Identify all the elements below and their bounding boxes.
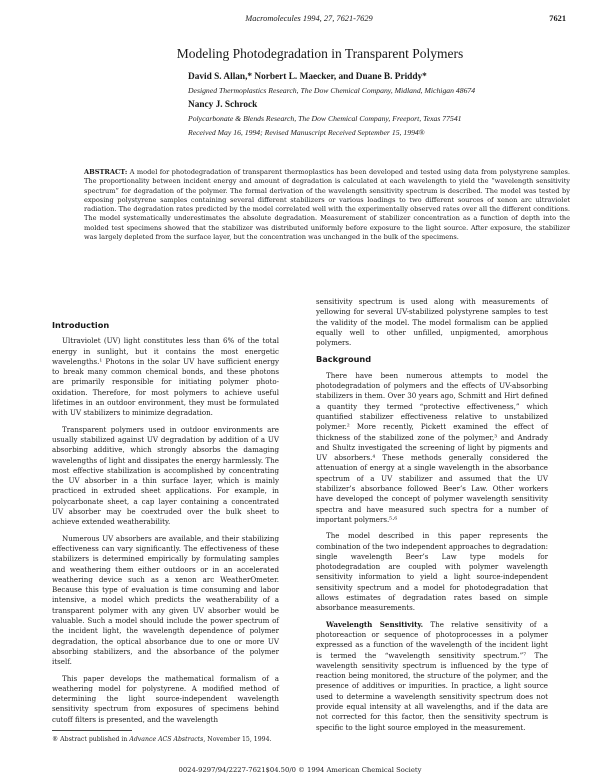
citation-text: 1994, 27, 7621-7629 xyxy=(302,14,373,23)
intro-paragraph: Numerous UV absorbers are available, and their stabilizing effectiveness can vary significantly. The effectiveness of these stabilizers is determined empirically by formulating samples and weathering them either outdoors or in an accelerated weathering device such as a xenon arc WeatherOmeter. Because this type of evaluation is time consuming and labor intensive, a model which predicts the weatherability of a transparent polymer with any given UV absorber would be valuable. Such a model should include the power spectrum of the incident light, the wavelength dependence of polymer degradation, the optical absorbance due to one or more UV absorbing stabilizers, and the absorbance of the polymer itself. xyxy=(52,533,279,667)
footnote-text-after: November 15, 1994. xyxy=(207,736,272,743)
journal-name: Macromolecules xyxy=(245,14,301,23)
article-title: Modeling Photodegradation in Transparent Polymers xyxy=(176,46,464,61)
running-head-citation xyxy=(52,14,566,23)
left-column xyxy=(52,320,279,731)
footnote-rule xyxy=(52,730,132,731)
introduction-heading: Introduction xyxy=(52,320,110,330)
page-number: 7621 xyxy=(549,14,566,23)
received-dates: Received May 16, 1994; Revised Manuscript Received September 15, 1994® xyxy=(188,128,425,137)
wavelength-sensitivity-paragraph xyxy=(316,620,548,733)
abstract-text: A model for photodegradation of transparent thermoplastics has been developed and tested using data from polystyrene samples. The proportionality between incident energy and amount of degradation is calculated at each wavelength to yield the “wavelength sensitivity spectrum” for degradation of the polymer. The formal derivation of the wavelength sensitivity spectrum is described. The model was tested by exposing polystyrene samples containing several different stabilizers or various loadings to two different sources of xenon arc ultraviolet radiation. The degradation rates predicted by the model correlated well with the experimentally observed rates over all the different conditions. The model systematically underestimates the absolute degradation. Measurement of stabilizer concentration as a function of depth into the molded test specimens showed that the stabilizer was distributed uniformly before exposure to the light source. After exposure, the stabilizer was largely depleted from the surface layer, but the concentration was unchanged in the bulk of the specimens. xyxy=(84,168,570,241)
background-paragraph: There have been numerous attempts to model the photodegradation of polymers and the effects of UV-absorbing stabilizers in them. Over 30 years ago, Schmitt and Hirt defined a quantity they termed “protective effectiveness,” which quantified stabilizer effectiveness relative to unstabilized polymer.² More recently, Pickett examined the effect of thickness of the stabilized zone of the polymer,³ and Andrady and Shultz investigated the screening of light by pigments and UV absorbers.⁴ These methods generally considered the attenuation of energy at a single wavelength in the absorbance spectrum of a UV stabilizer and assumed that the UV stabilizer’s absorbance followed Beer’s Law. Other workers have developed the concept of polymer wavelength sensitivity spectra and have measured such spectra for a number of important polymers.⁵·⁶ xyxy=(316,370,548,524)
footnote-journal: Advance ACS Abstracts, xyxy=(129,736,206,743)
author-list-polycarbonate: Nancy J. Schrock xyxy=(188,100,258,110)
abstract-label: ABSTRACT: xyxy=(84,168,128,176)
intro-paragraph: This paper develops the mathematical formalism of a weathering model for polystyrene. A modified method of determining the light source-independent wavelength sensitivity spectrum from exposures of specimens behind cutoff filters is presented, and the wavelength xyxy=(52,673,279,724)
footnote-text-before: Abstract published in xyxy=(60,736,128,743)
intro-paragraph: Ultraviolet (UV) light constitutes less than 6% of the total energy in sunlight, but it contains the most energetic wavelengths.¹ Photons in the solar UV have sufficient energy to break many common chemical bonds, and these photons are primarily responsible for initiating polymer photo-oxidation. Therefore, for most polymers to achieve useful lifetimes in an outdoor environment, they must be formulated with UV stabilizers to minimize degradation. xyxy=(52,336,279,418)
abstract xyxy=(84,168,570,242)
affiliation-dow: Designed Thermoplastics Research, The Dow Chemical Company, Midland, Michigan 48674 xyxy=(188,86,476,95)
footnote xyxy=(52,736,279,745)
affiliation-polycarbonate: Polycarbonate & Blends Research, The Dow Chemical Company, Freeport, Texas 77541 xyxy=(188,114,462,123)
background-heading: Background xyxy=(316,354,372,365)
background-paragraph: The model described in this paper represents the combination of the two independent approaches to degradation: single wavelength Beer’s Law type models for photodegradation are coupled with polymer wavelength sensitivity information to yield a light source-independent sensitivity spectrum and a model for photodegradation that allows estimates of degradation rates based on simple absorbance measurements. xyxy=(316,531,548,613)
right-column xyxy=(316,297,548,739)
wavelength-sensitivity-text: The relative sensitivity of a photoreaction or sequence of photoprocesses in a polymer expressed as a function of the wavelength of the incident light is termed the “wavelength sensitivity spectrum.”⁷ The wavelength sensitivity spectrum is influenced by the type of reaction being monitored, the structure of the polymer, and the presence of additives or impurities. In practice, a light source used to determine a wavelength sensitivity spectrum does not provide equal intensity at all wavelengths, and if the data are not corrected for this factor, then the sensitivity spectrum is specific to the light source employed in the measurement. xyxy=(316,619,548,732)
continued-paragraph: sensitivity spectrum is used along with measurements of yellowing for several UV-stabilized polystyrene samples to test the validity of the model. The model formalism can be applied equally well to other unfilled, unpigmented, amorphous polymers. xyxy=(316,297,548,348)
copyright-footer: 0024-9297/94/2227-7621$04.50/0 © 1994 American Chemical Society xyxy=(178,766,422,774)
author-list-dow: David S. Allan,* Norbert L. Maecker, and Duane B. Priddy* xyxy=(188,72,427,82)
footnote-marker: ® xyxy=(52,736,59,743)
intro-paragraph: Transparent polymers used in outdoor environments are usually stabilized against UV degradation by addition of a UV absorbing additive, which strongly absorbs the damaging wavelengths of light and dissipates the energy harmlessly. The most effective stabilization is accomplished by concentrating the UV absorber in a thin surface layer, which is mainly practiced in extruded sheet applications. For example, in polycarbonate sheet, a cap layer containing a concentrated UV absorber may be coextruded over the bulk sheet to achieve extended weatherability. xyxy=(52,424,279,527)
wavelength-sensitivity-heading: Wavelength Sensitivity. xyxy=(326,619,424,629)
